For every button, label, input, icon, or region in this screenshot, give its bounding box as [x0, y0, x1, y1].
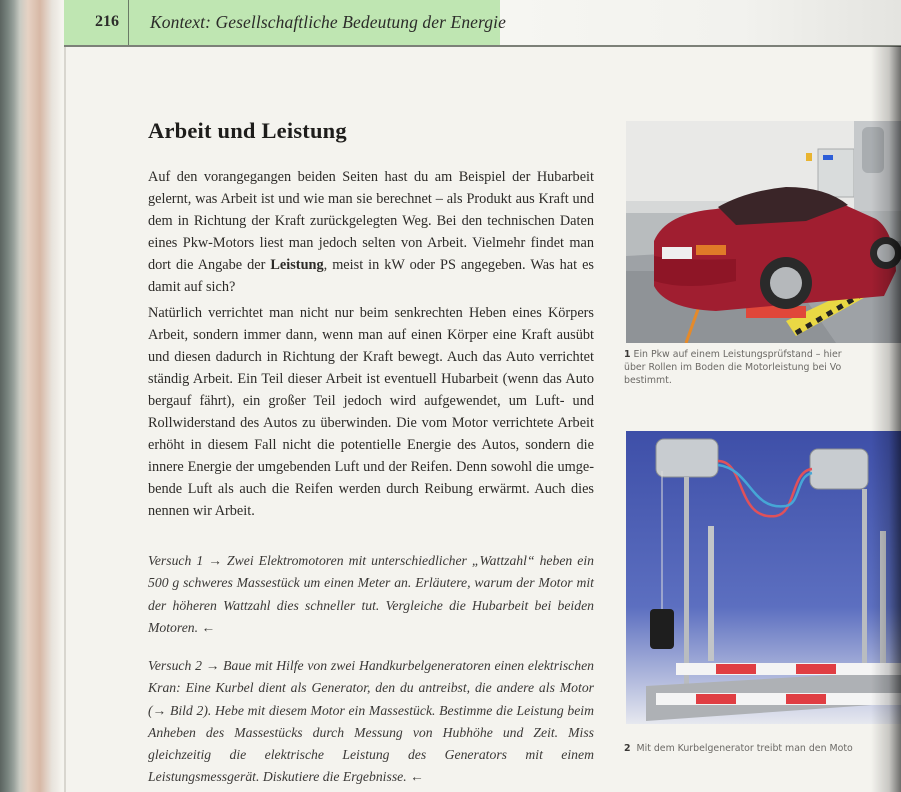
arrow-left-icon: ← — [201, 619, 216, 635]
crank-generator-illustration — [626, 431, 901, 724]
figure-1-caption — [624, 348, 842, 387]
intro-paragraph — [148, 166, 594, 298]
caption-line: Ein Pkw auf einem Leistungsprüfstand – hier — [633, 349, 842, 360]
experiment-label: Versuch 1 — [148, 553, 204, 568]
figure-1-car-photo — [626, 121, 901, 343]
car-dynamometer-illustration — [626, 121, 901, 343]
experiment-label: Versuch 2 — [148, 658, 202, 673]
intro-text-b: , meist in kW oder PS angegeben. Was hat es damit auf sich? — [148, 257, 594, 295]
intro-text-a: Auf den vorangegangen beiden Seiten hast du am Beispiel der Hubarbeit gelernt, was Arbeit ist und wie man sie berechnet – als Produkt aus Kraft und dem in Richtung der Kraft zurückgelegten Weg. Bei den technischen Daten eines Pkw-Motors liest man jedoch selten von Arbeit. Vielmehr findet man dort die Angabe der — [148, 169, 594, 273]
figure-number: 2 — [624, 743, 631, 754]
body-paragraph: Natürlich verrichtet man nicht nur beim senkrechten Heben eines Körpers Arbeit, sondern immer dann, wenn man auf einen Körper eine Kraft ausübt und diesen dadurch in Richtung der Kraft bewegt. Auch das Auto verrichtet ständig Arbeit. Ein Teil dieser Arbeit ist eventuell Hubarbeit (wenn das Auto bergauf fährt), ein großer Teil jedoch wird aufgewendet, um Luft- und Rollwiderstand des Autos zu überwinden. Die vom Motor verrichtete Arbeit erhöht in diesem Fall nicht die potentielle Energie des Autos, sondern die innere Energie der umgebenden Luft und der Reifen. Denn sowohl die umgebende Luft als auch die Reifen werden durch Reibung erwärmt. Auch dies nennen wir Arbeit. — [148, 305, 594, 519]
main-column — [148, 118, 595, 785]
keyword-leistung: Leistung — [270, 257, 324, 273]
experiment-text: Zwei Elektromotoren mit unterschiedlicher „Wattzahl“ heben ein 500 g schweres Massestück um einen Meter an. Erläutere, warum der Motor mit der höheren Wattzahl dies schneller tut. Vergleiche die Hubarbeit bei beiden Motoren. — [148, 553, 595, 635]
arrow-right-icon: → — [205, 658, 220, 673]
caption-line: über Rollen im Boden die Motorleistung bei Vo — [624, 362, 842, 373]
figure-number: 1 — [624, 349, 631, 360]
caption-line: Mit dem Kurbelgenerator treibt man den Moto — [636, 743, 853, 754]
header-fade — [500, 0, 901, 46]
figure-2-caption — [624, 742, 853, 755]
figure-2-generator-photo — [626, 431, 901, 724]
gutter-line — [64, 46, 66, 792]
arrow-left-icon: ← — [410, 769, 424, 785]
article-title: Arbeit und Leistung — [148, 118, 347, 143]
experiment-1 — [148, 550, 594, 639]
caption-line: bestimmt. — [624, 375, 672, 386]
header-separator — [128, 0, 129, 46]
experiment-text: Baue mit Hilfe von zwei Handkurbelgeneratoren einen elektrischen Kran: Eine Kurbel dient als Generator, den du antreibst, die andere als Motor (→ Bild 2). Hebe mit diesem Motor ein Massestück. Bestimme die Leistung beim Anheben des Massestücks durch Messung von Hubhöhe und Zeit. Miss gleichzeitig die elektrische Leistung des Generators mit einem Leistungsmessgerät. Diskutiere die Ergebnisse. — [148, 658, 594, 785]
arrow-right-icon: → — [208, 553, 222, 568]
experiment-2 — [148, 655, 594, 789]
page-number: 216 — [95, 13, 119, 30]
header-rule — [64, 45, 901, 47]
running-title: Kontext: Gesellschaftliche Bedeutung der Energie — [150, 12, 506, 32]
left-page-edge — [0, 0, 64, 792]
